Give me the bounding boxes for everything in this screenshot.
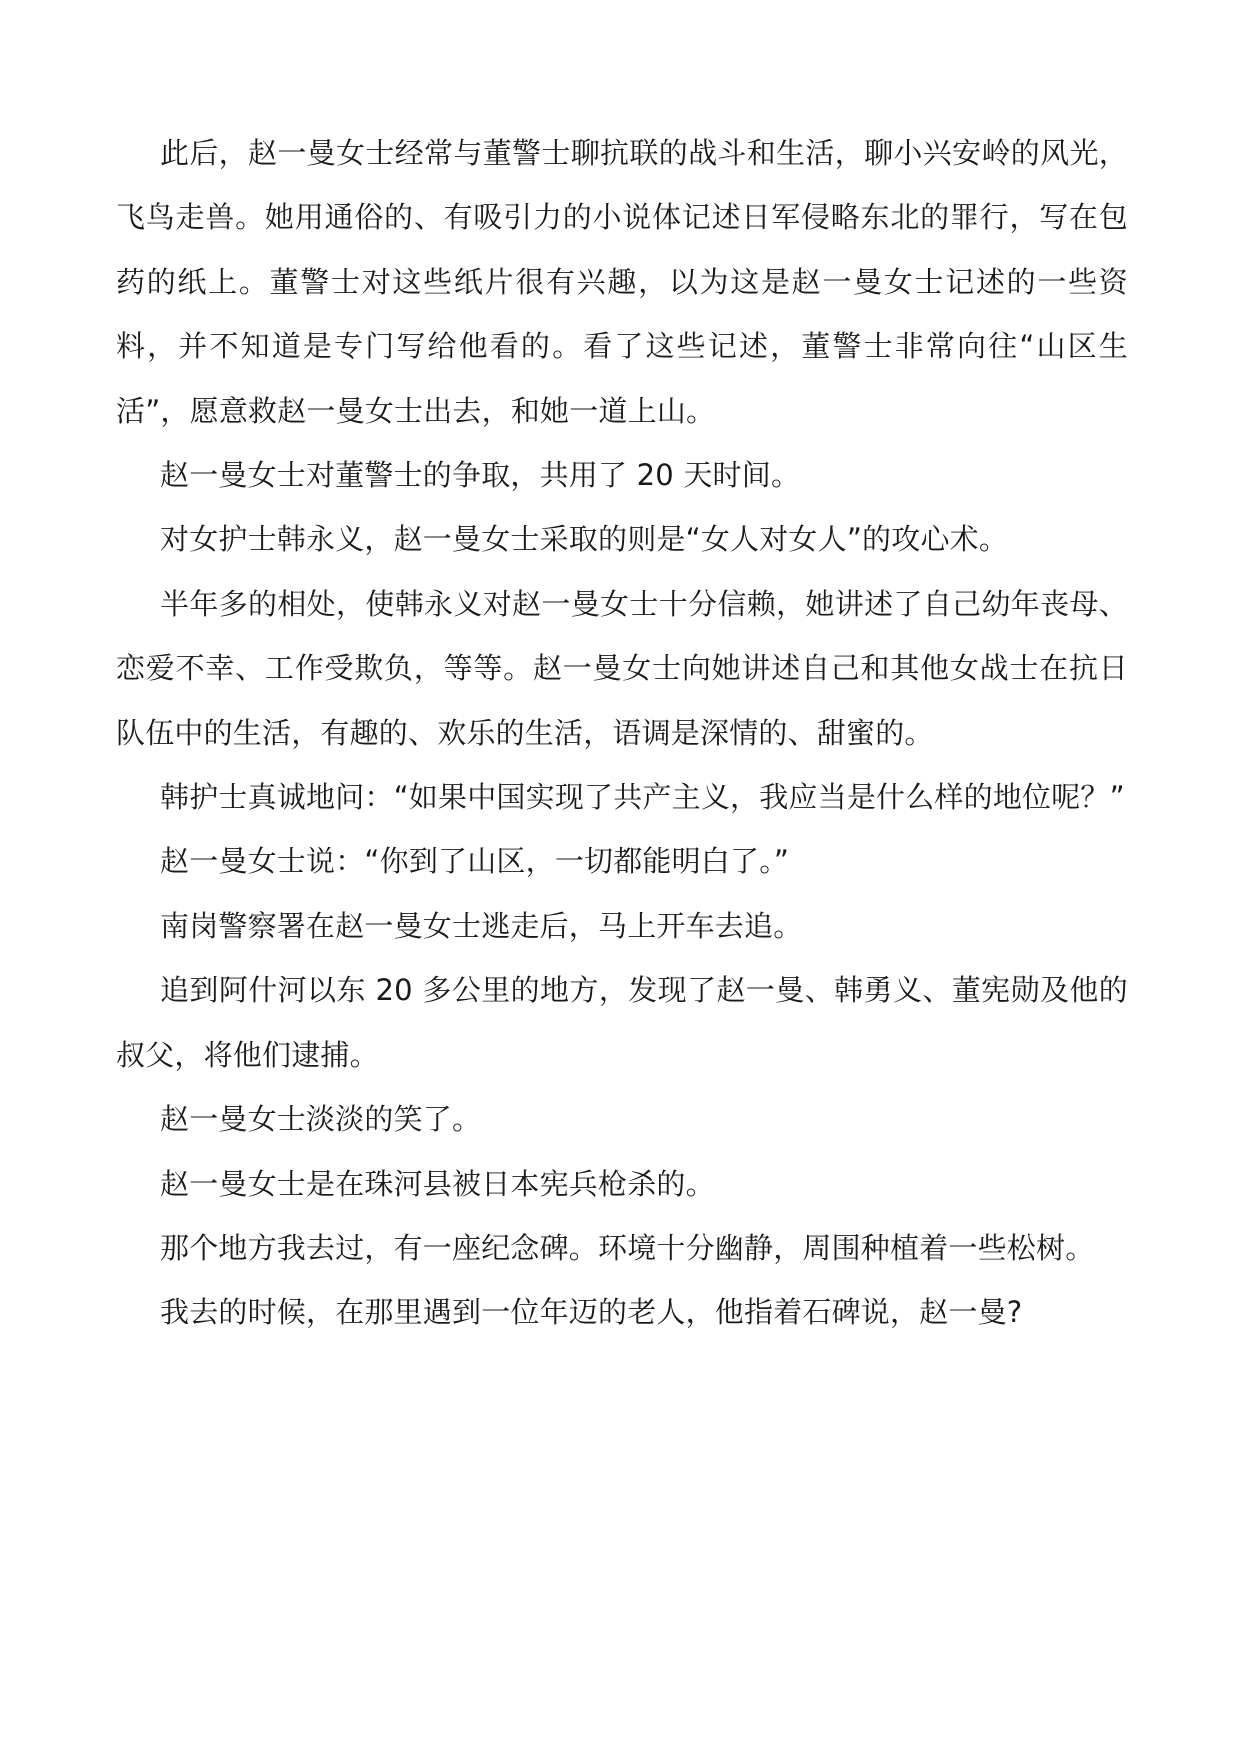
paragraph: 对女护士韩永义，赵一曼女士采取的则是“女人对女人”的攻心术。	[160, 522, 1009, 557]
paragraph: 我去的时候，在那里遇到一位年迈的老人，他指着石碑说，赵一曼?	[160, 1295, 1023, 1330]
paragraph: 追到阿什河以东 20 多公里的地方，发现了赵一曼、韩勇义、董宪勋及他的叔父，将他们逮捕。	[116, 973, 1128, 1072]
paragraph: 赵一曼女士说：“你到了山区，一切都能明白了。”	[160, 844, 790, 879]
paragraph: 赵一曼女士淡淡的笑了。	[160, 1102, 482, 1137]
paragraph: 那个地方我去过，有一座纪念碑。环境十分幽静，周围种植着一些松树。	[160, 1230, 1095, 1265]
paragraph: 此后，赵一曼女士经常与董警士聊抗联的战斗和生活，聊小兴安岭的风光，飞鸟走兽。她用通俗的、有吸引力的小说体记述日军侵略东北的罪行，写在包药的纸上。董警士对这些纸片很有兴趣，以为这是赵一曼女士记述的一些资料，并不知道是专门写给他看的。看了这些记述，董警士非常向往“山区生活”，愿意救赵一曼女士出去，和她一道上山。	[116, 136, 1128, 428]
paragraph: 赵一曼女士是在珠河县被日本宪兵枪杀的。	[160, 1166, 715, 1201]
paragraph: 南岗警察署在赵一曼女士逃走后，马上开车去追。	[160, 908, 803, 943]
paragraph: 赵一曼女士对董警士的争取，共用了 20 天时间。	[160, 458, 801, 493]
paragraph: 半年多的相处，使韩永义对赵一曼女士十分信赖，她讲述了自己幼年丧母、恋爱不幸、工作受欺负，等等。赵一曼女士向她讲述自己和其他女战士在抗日队伍中的生活，有趣的、欢乐的生活，语调是深情的、甜蜜的。	[116, 586, 1128, 750]
paragraph: 韩护士真诚地问：“如果中国实现了共产主义，我应当是什么样的地位呢？”	[160, 780, 1125, 815]
document-body	[116, 121, 1128, 1345]
